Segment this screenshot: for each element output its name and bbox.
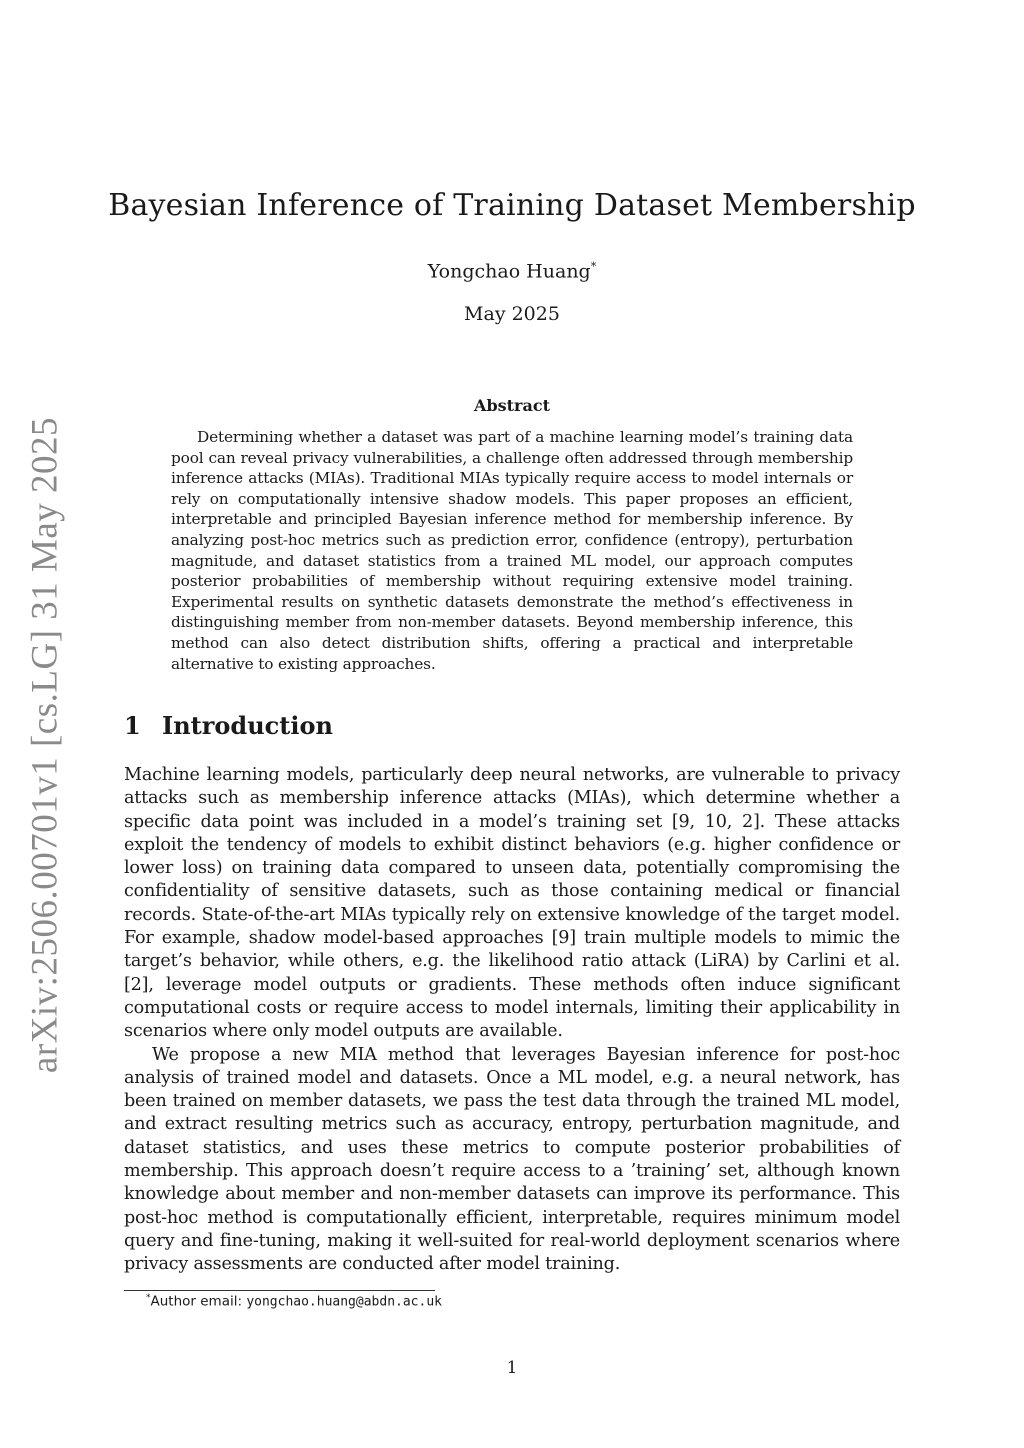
abstract-text: Determining whether a dataset was part of a machine learning model’s training data pool can reveal privacy vulnerabilities, a challenge often addressed through membership inference attacks (MIAs). Traditional MIAs typically require access to model internals or rely on computationally intensive shadow models. This paper proposes an efficient, interpretable and principled Bayesian inference method for membership inference. By analyzing post-hoc metrics such as prediction error, confidence (entropy), perturbation magnitude, and dataset statistics from a trained ML model, our approach computes posterior probabilities of membership without requiring extensive model training. Experimental results on synthetic datasets demonstrate the method’s effectiveness in distinguishing member from non-member datasets. Beyond membership inference, this method can also detect distribution shifts, offering a practical and interpretable alternative to existing approaches. [171,428,853,673]
paragraph: Machine learning models, particularly deep neural networks, are vulnerable to privacy attacks such as membership inference attacks (MIAs), which determine whether a specific data point was included in a model’s training set [9, 10, 2]. These attacks exploit the tendency of models to exhibit distinct behaviors (e.g. higher confidence or lower loss) on training data compared to unseen data, potentially compromising the confidentiality of sensitive datasets, such as those containing medical or financial records. State-of-the-art MIAs typically rely on extensive knowledge of the target model. For example, shadow model-based approaches [9] train multiple models to mimic the target’s behavior, while others, e.g. the likelihood ratio attack (LiRA) by Carlini et al. [2], leverage model outputs or gradients. These methods often induce significant computational costs or require access to model internals, limiting their applicability in scenarios where only model outputs are available. [124,765,900,1042]
abstract-heading: Abstract [474,396,550,415]
page-number: 1 [506,1358,518,1378]
section-title: Introduction [162,711,333,740]
footnote-divider [124,1290,435,1291]
author-name: Yongchao Huang [427,260,591,283]
author-footnote-mark[interactable]: * [590,260,597,273]
footnote-mark: * [146,1293,151,1303]
section-number: 1 [124,711,141,740]
paragraph: We propose a new MIA method that leverages Bayesian inference for post-hoc analysis of trained model and datasets. Once a ML model, e.g. a neural network, has been trained on member datasets, we pass the test data through the trained ML model, and extract resulting metrics such as accuracy, entropy, perturbation magnitude, and dataset statistics, and uses these metrics to compute posterior probabilities of membership. This approach doesn’t require access to a ’training’ set, although known knowledge about member and non-member datasets can improve its performance. This post-hoc method is computationally efficient, interpretable, requires minimum model query and fine-tuning, making it well-suited for real-world deployment scenarios where privacy assessments are conducted after model training. [124,1044,900,1275]
arxiv-identifier[interactable]: arXiv:2506.00701v1 [cs.LG] 31 May 2025 [24,416,66,1074]
publication-date: May 2025 [464,303,560,325]
footnote [146,1293,442,1310]
paper-title: Bayesian Inference of Training Dataset Membership [108,188,916,223]
author-line [0,260,1024,282]
author-email-link[interactable]: yongchao.huang@abdn.ac.uk [246,1294,442,1310]
section-body [124,764,900,1277]
footnote-label: Author email: [150,1293,247,1310]
section-heading [124,711,333,740]
